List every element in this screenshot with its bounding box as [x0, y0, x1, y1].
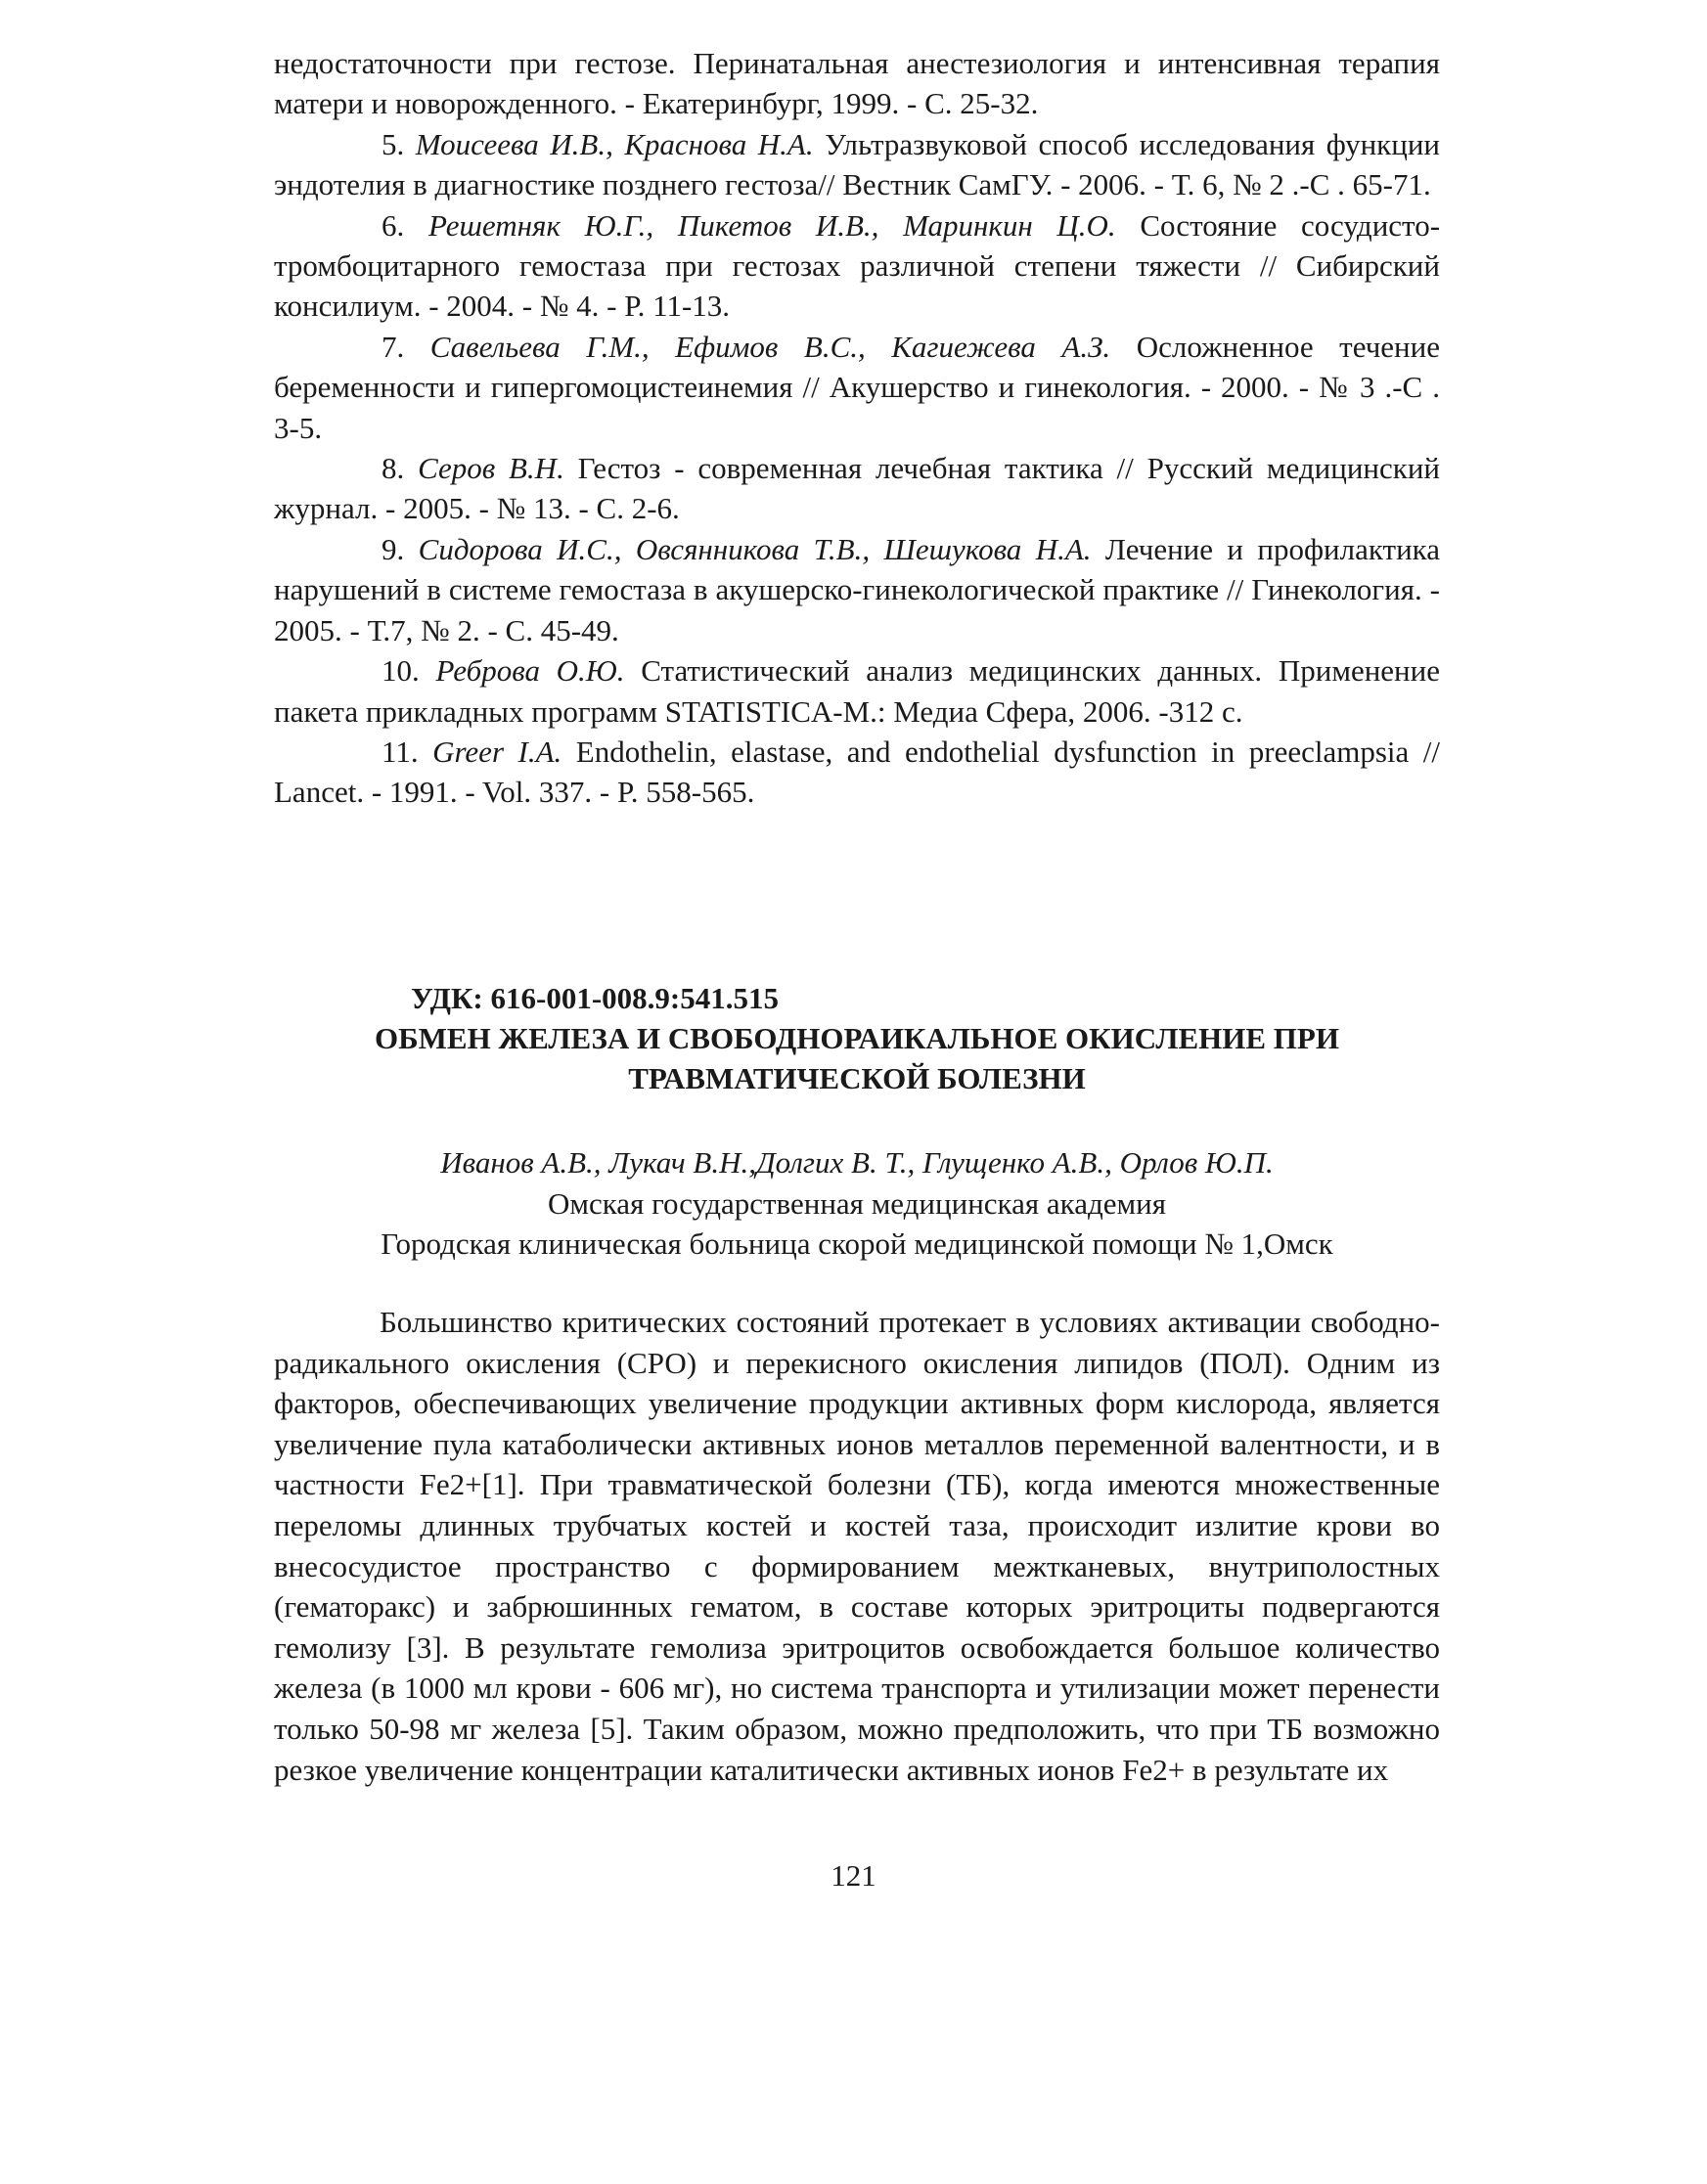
article-body — [274, 1302, 1440, 1790]
author-names: Иванов А.В., Лукач В.Н.,Долгих В. Т., Глущенко А.В., Орлов Ю.П. — [440, 1145, 1274, 1180]
reference-authors: Моисеева И.В., Краснова Н.А. — [415, 126, 814, 161]
reference-text: Ультразвуковой способ исследования функции эндотелия в диагностике позднего гестоза// Вестник СамГУ. - 2006. - Т. 6, № 2 .-С . 65-71. — [274, 126, 1441, 202]
page-number: 121 — [831, 1858, 876, 1893]
reference-item: 7. Савельева Г.М., Ефимов В.С., Кагиежева А.З. Осложненное течение беременности и гипергомоцистеинемия // Акушерство и гинекология. - 2000. - № 3 .-С . 3-5. — [274, 329, 1440, 445]
reference-continuation: недостаточности при гестозе. Перинатальная анестезиология и интенсивная терапия матери и новорожденного. - Екатеринбург, 1999. - С. 25-32. — [274, 46, 1440, 121]
affiliation-2: Городская клиническая больница скорой медицинской помощи № 1,Омск — [381, 1226, 1333, 1261]
reference-item: 9. Сидорова И.С., Овсянникова Т.В., Шешукова Н.А. Лечение и профилактика нарушений в системе гемостаза в акушерско-гинекологической практике // Гинекология. - 2005. - Т.7, № 2. - С. 45-49. — [274, 531, 1441, 647]
article-heading — [274, 978, 1440, 1098]
article-title-line-1: ОБМЕН ЖЕЛЕЗА И СВОБОДНОРАИКАЛЬНОЕ ОКИСЛЕНИЕ ПРИ — [375, 1021, 1339, 1055]
reference-authors: Савельева Г.М., Ефимов В.С., Кагиежева А.З. — [429, 329, 1111, 364]
reference-item: 10. Реброва О.Ю. Статистический анализ медицинских данных. Применение пакета прикладных программ STATISTICA-M.: Медиа Сфера, 2006. -312 с. — [274, 653, 1440, 729]
reference-authors: Реброва О.Ю. — [435, 653, 625, 689]
reference-text: Endothelin, elastase, and endothelial dysfunction in preeclampsia // Lancet. - 1991. - Vol. 337. - P. 558-565. — [274, 734, 1440, 810]
reference-text: Осложненное течение беременности и гипергомоцистеинемия // Акушерство и гинекология. - 2000. - № 3 .-С . 3-5. — [274, 329, 1440, 445]
reference-authors: Сидорова И.С., Овсянникова Т.В., Шешукова Н.А. — [418, 531, 1092, 566]
reference-authors: Greer I.A. — [432, 734, 562, 769]
reference-item: 8. Серов В.Н. Гестоз - современная лечебная тактика // Русский медицинский журнал. - 2005. - № 13. - С. 2-6. — [274, 451, 1441, 526]
reference-authors: Решетняк Ю.Г., Пикетов И.В., Маринкин Ц.О. — [427, 207, 1116, 243]
reference-text: Гестоз - современная лечебная тактика // Русский медицинский журнал. - 2005. - № 13. - С. 2-6. — [274, 451, 1441, 526]
body-paragraph: Большинство критических состояний протекает в условиях активации свободно-радикального окисления (СРО) и перекисного окисления липидов (ПОЛ). Одним из факторов, обеспечивающих увеличение продукции активных форм кислорода, является увеличение пула катаболически активных ионов металлов переменной валентности, и в частности Fe2+[1]. При травматической болезни (ТБ), когда имеются множественные переломы длинных трубчатых костей и костей таза, происходит излитие крови во внесосудистое пространство с формированием межтканевых, внутриполостных (гематоракс) и забрюшинных гематом, в составе которых эритроциты подвергаются гемолизу [3]. В результате гемолиза эритроцитов освобождается большое количество железа (в 1000 мл крови - 606 мг), но система транспорта и утилизации может перенести только 50-98 мг железа [5]. Таким образом, можно предположить, что при ТБ возможно резкое увеличение концентрации каталитически активных ионов Fe2+ в результате их — [274, 1305, 1440, 1787]
author-block — [274, 1142, 1440, 1265]
reference-text: Состояние сосудисто-тромбоцитарного гемостаза при гестозах различной степени тяжести // Сибирский консилиум. - 2004. - № 4. - Р. 11-13. — [274, 207, 1441, 324]
reference-item: 5. Моисеева И.В., Краснова Н.А. Ультразвуковой способ исследования функции эндотелия в диагностике позднего гестоза// Вестник СамГУ. - 2006. - Т. 6, № 2 .-С . 65-71. — [274, 126, 1441, 202]
reference-list — [274, 43, 1440, 813]
reference-text: Статистический анализ медицинских данных. Применение пакета прикладных программ STATISTICA-M.: Медиа Сфера, 2006. -312 с. — [274, 653, 1440, 729]
article-title-line-2: ТРАВМАТИЧЕСКОЙ БОЛЕЗНИ — [628, 1061, 1086, 1095]
reference-text: Лечение и профилактика нарушений в системе гемостаза в акушерско-гинекологической практике // Гинекология. - 2005. - Т.7, № 2. - С. 45-49. — [274, 531, 1441, 647]
reference-item: 6. Решетняк Ю.Г., Пикетов И.В., Маринкин Ц.О. Состояние сосудисто-тромбоцитарного гемостаза при гестозах различной степени тяжести // Сибирский консилиум. - 2004. - № 4. - Р. 11-13. — [274, 207, 1441, 324]
affiliation-1: Омская государственная медицинская академия — [547, 1185, 1167, 1221]
reference-item: 11. Greer I.A. Endothelin, elastase, and endothelial dysfunction in preeclampsia // Lancet. - 1991. - Vol. 337. - P. 558-565. — [274, 734, 1440, 810]
udk-code: УДК: 616-001-008.9:541.515 — [411, 981, 779, 1015]
reference-authors: Серов В.Н. — [418, 451, 564, 486]
